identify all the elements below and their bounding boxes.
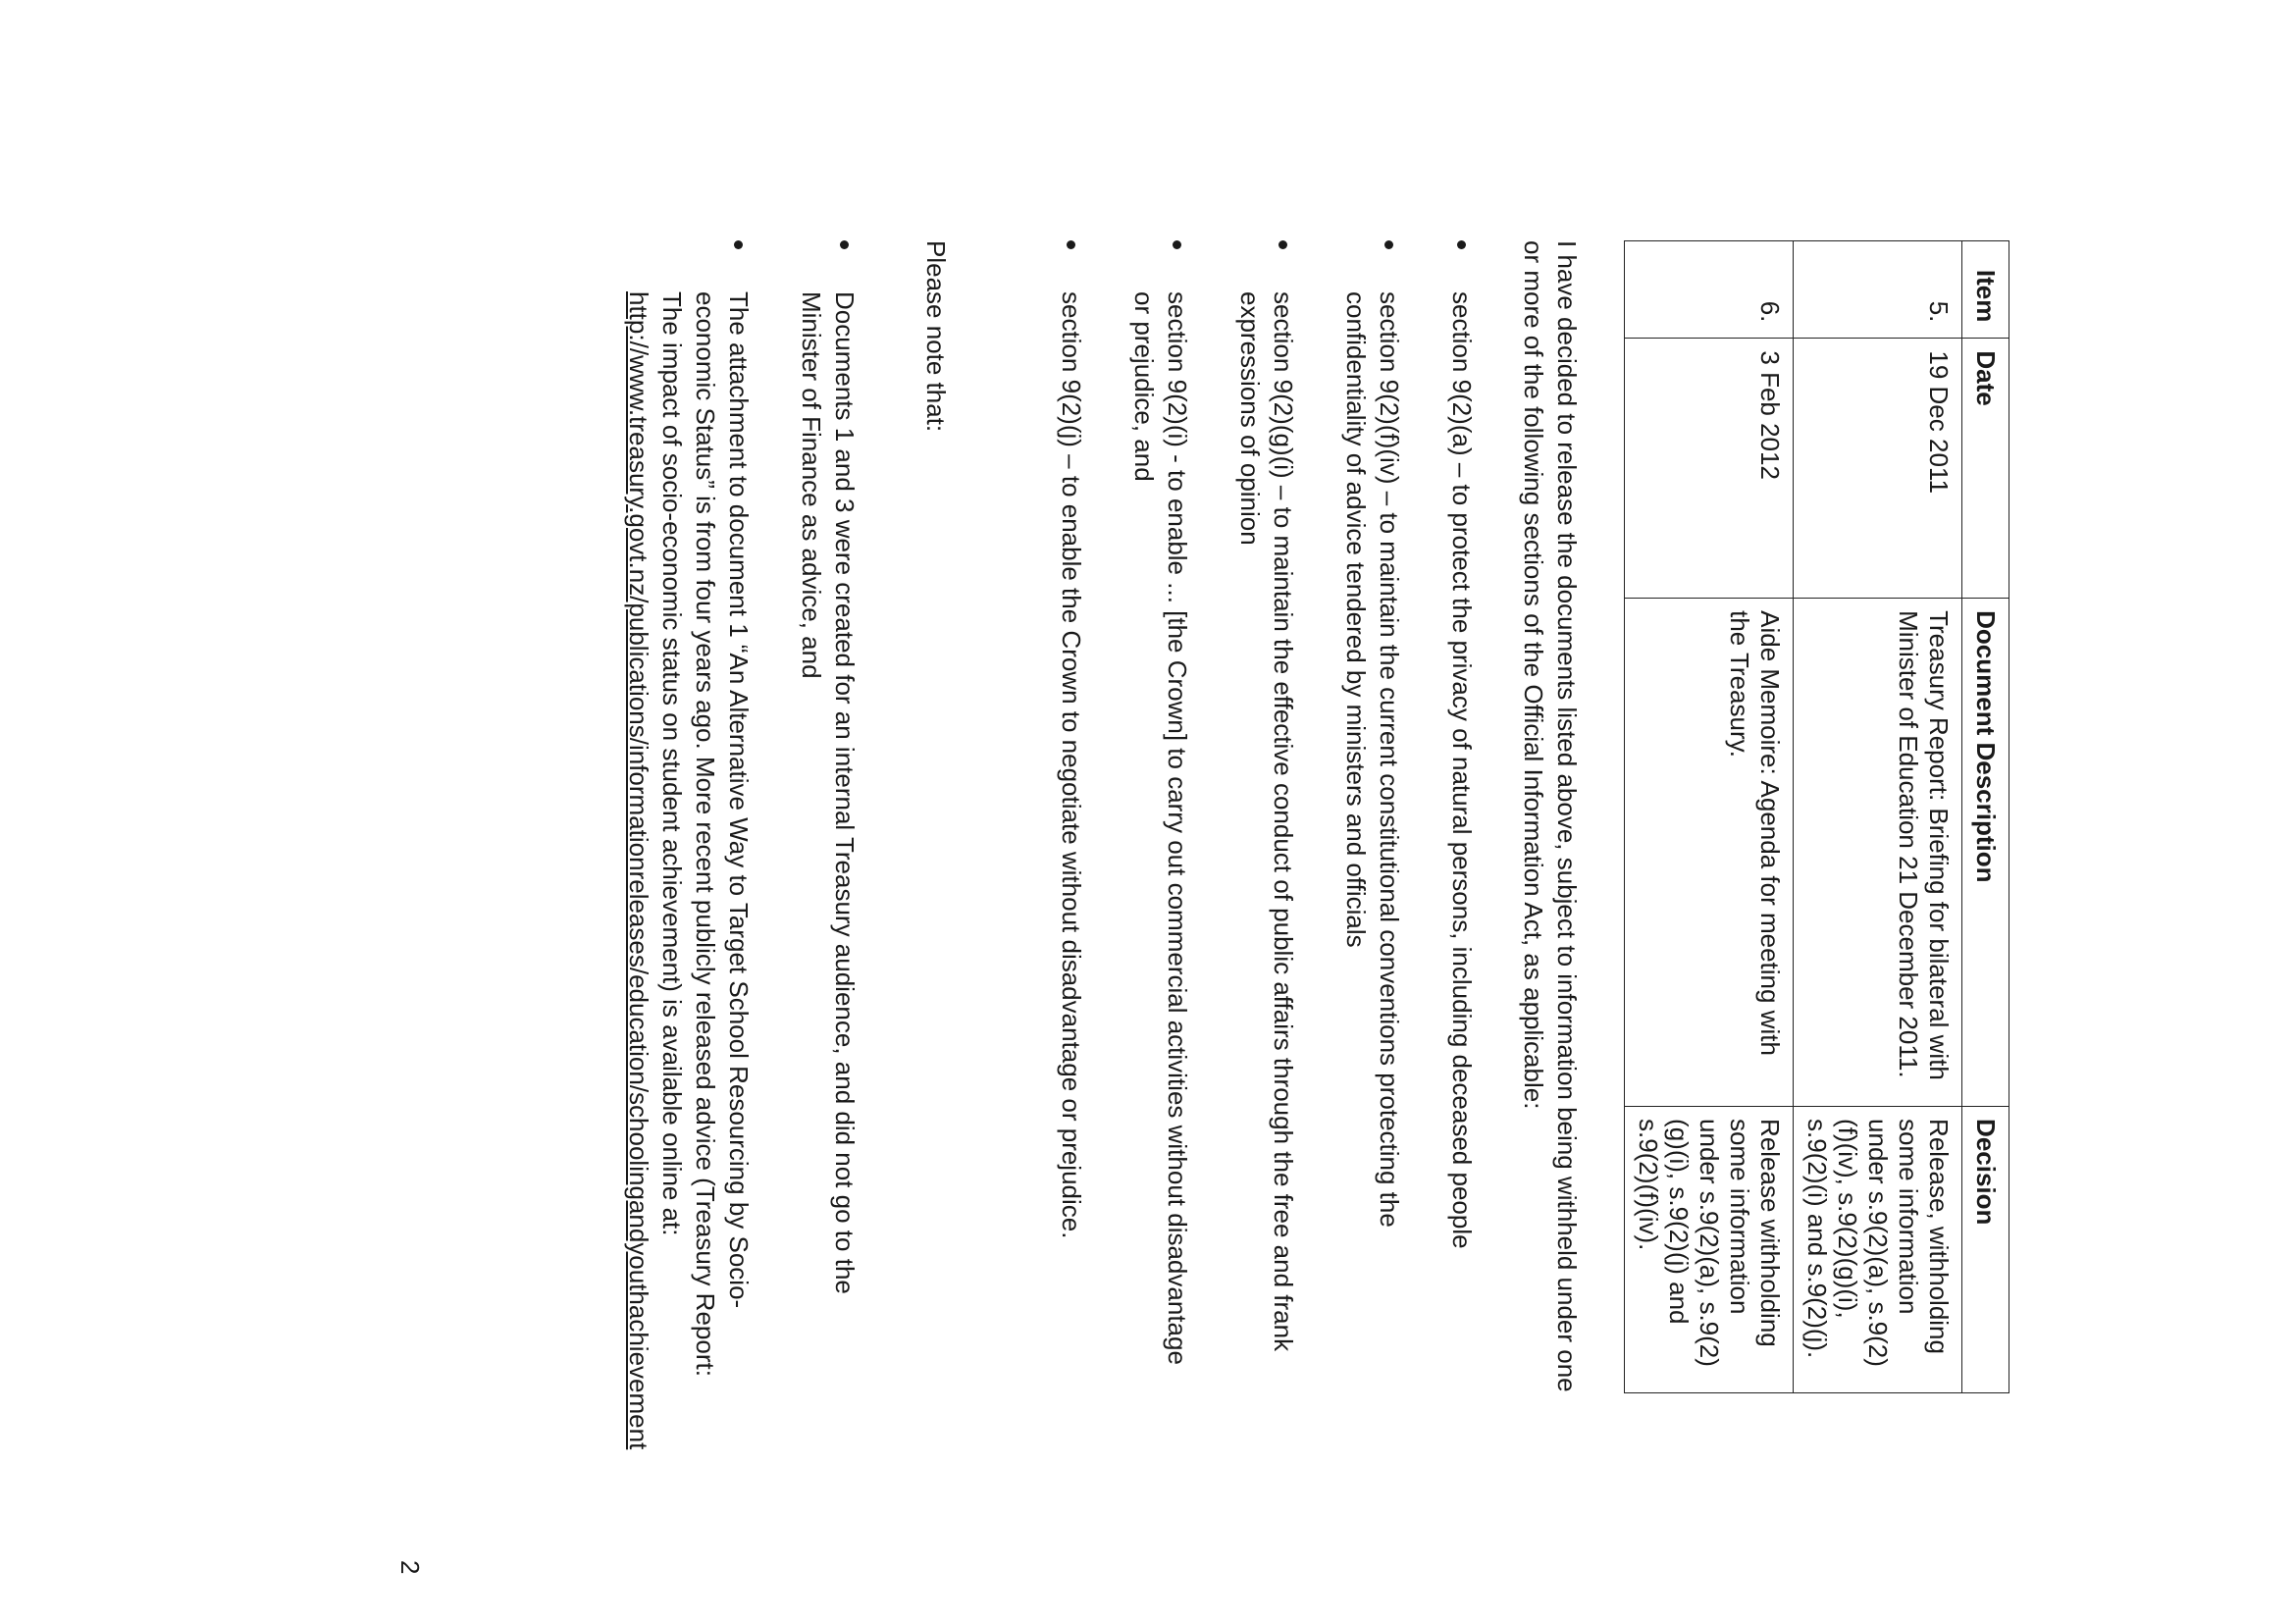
bullet-icon <box>734 240 743 249</box>
table-header-row <box>1962 241 2009 1393</box>
bullet-icon <box>1457 240 1466 249</box>
bullet-icon <box>840 240 849 249</box>
bullet-icon <box>1278 240 1287 249</box>
section-text: section 9(2)(a) – to protect the privacy of natural persons, including deceased people <box>1447 291 1477 1249</box>
cell-item: 6. <box>1625 241 1794 339</box>
header-decision: Decision <box>1962 1107 2009 1393</box>
bullet-icon <box>1173 240 1181 249</box>
note-text: Documents 1 and 3 were created for an internal Treasury audience, and did not go to the Minister of Finance as advice, and <box>797 291 860 1294</box>
cell-item: 5. <box>1794 241 1962 339</box>
section-text: section 9(2)(i) - to enable ... [the Crown] to carry out commercial activities without disadvantage or prejudice, and <box>1129 291 1192 1365</box>
cell-date: 19 Dec 2011 <box>1794 339 1962 599</box>
cell-decision: Release, withholding some information under s.9(2)(a), s.9(2)(f)(iv), s.9(2)(g)(i), s.9(2)(i) and s.9(2)(j). <box>1794 1107 1962 1393</box>
page-number: 2 <box>395 1560 425 1575</box>
cell-description: Aide Memoire: Agenda for meeting with the Treasury. <box>1625 599 1794 1107</box>
section-text: section 9(2)(g)(i) – to maintain the effective conduct of public affairs through the free and frank expressions of opinion <box>1235 291 1298 1352</box>
bullet-icon <box>1384 240 1393 249</box>
header-description: Document Description <box>1962 599 2009 1107</box>
list-item <box>1233 240 1300 1379</box>
intro-paragraph: I have decided to release the documents listed above, subject to information being withheld under one or more of the following sections of the Official Information Act, as applicable: <box>1519 240 1582 1392</box>
list-item <box>1055 240 1088 1379</box>
cell-decision: Release withholding some information under s.9(2)(a), s.9(2)(g)(i), s.9(2)(j) and s.9(2)(f)(iv). <box>1625 1107 1794 1393</box>
list-item <box>1339 240 1406 1379</box>
documents-table <box>1624 240 2009 1393</box>
list-item <box>622 240 756 1450</box>
bullet-icon <box>1067 240 1075 249</box>
notes-heading: Please note that: <box>921 240 951 433</box>
list-item <box>1445 240 1479 1379</box>
notes-list <box>583 240 861 1450</box>
header-date: Date <box>1962 339 2009 599</box>
treasury-link[interactable]: http://www.treasury.govt.nz/publications/informationreleases/education/schoolingandyouthachievement <box>624 291 653 1450</box>
section-text: section 9(2)(f)(iv) – to maintain the current constitutional conventions protecting the confidentiality of advice tendered by ministers and officials <box>1341 291 1404 1228</box>
rotated-page-content <box>395 240 2009 1575</box>
cell-date: 3 Feb 2012 <box>1625 339 1794 599</box>
sections-list <box>1016 240 1479 1379</box>
note-text: The attachment to document 1 “An Alternative Way to Target School Resourcing by Socio-economic Status” is from four years ago. More recent publicly released advice (Treasury Report: The impact of socio-economic status on student achievement) is available online at: <box>657 291 754 1377</box>
header-item: Item <box>1962 241 2009 339</box>
cell-description: Treasury Report: Briefing for bilateral with Minister of Education 21 December 2011. <box>1794 599 1962 1107</box>
list-item <box>1127 240 1194 1379</box>
table-row <box>1794 241 1962 1393</box>
section-text: section 9(2)(j) – to enable the Crown to negotiate without disadvantage or prejudice. <box>1057 291 1086 1239</box>
table-row <box>1625 241 1794 1393</box>
list-item <box>795 240 861 1379</box>
